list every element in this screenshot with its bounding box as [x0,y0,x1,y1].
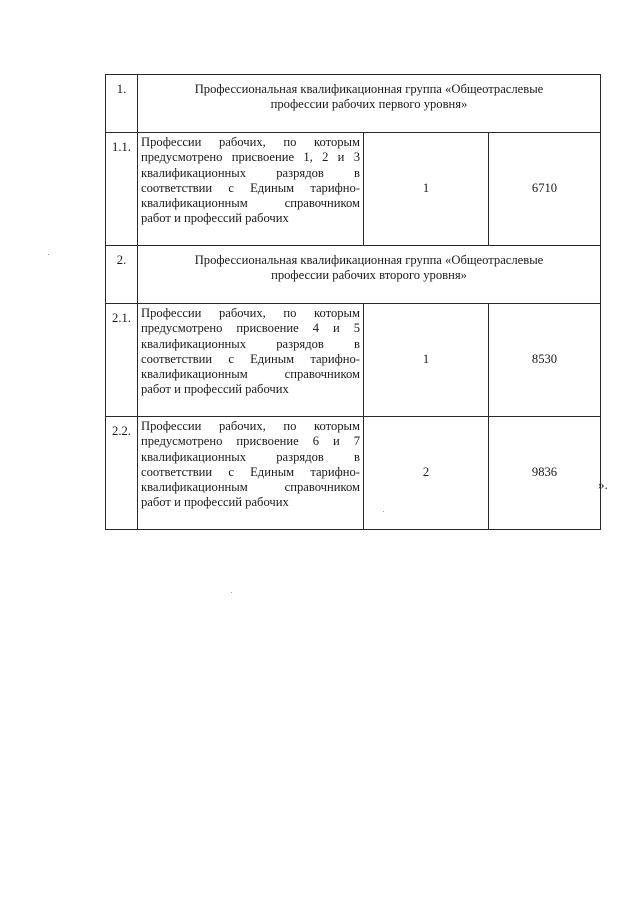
description-line: соответствии с Единым тарифно- [141,351,360,366]
description-line: квалификационных разрядов в [141,449,360,464]
description-line: работ и профессий рабочих [141,211,289,226]
description-line: предусмотрено присвоение 6 и 7 [141,434,360,449]
row-number: 1. [106,75,138,133]
group-title [138,246,601,304]
description-line: Профессии рабочих, по которым [141,135,360,149]
salary-value: 6710 [489,133,601,246]
item-row [106,133,601,246]
description-line: Профессии рабочих, по которым [141,306,360,320]
qualification-level: 1 [364,133,489,246]
closing-quote-mark: ». [598,477,608,492]
description-line: соответствии с Единым тарифно- [141,180,360,195]
description-line: работ и профессий рабочих [141,382,289,397]
scan-speck [383,511,384,512]
description-line: квалификационным справочником [141,196,360,211]
description-line: предусмотрено присвоение 4 и 5 [141,321,360,336]
group-title-line: Профессиональная квалификационная группа «Общеотраслевые [194,253,544,267]
row-number: 2. [106,246,138,304]
description-line: предусмотрено присвоение 1, 2 и 3 [141,150,360,165]
group-row [106,75,601,133]
description-line: работ и профессий рабочих [141,495,289,510]
row-number: 2.2. [106,417,138,530]
description-line: квалификационным справочником [141,367,360,382]
group-title-line: Профессиональная квалификационная группа «Общеотраслевые [194,82,544,96]
scan-speck [48,254,49,255]
row-number: 1.1. [106,133,138,246]
qualification-level: 2 [364,417,489,530]
item-description [138,417,364,530]
description-line: квалификационных разрядов в [141,336,360,351]
item-row [106,304,601,417]
group-title-line: профессии рабочих первого уровня» [270,97,468,112]
salary-table [105,74,601,530]
qualification-level: 1 [364,304,489,417]
item-description [138,133,364,246]
salary-value: 9836 [489,417,601,530]
scan-speck [231,592,232,593]
group-row [106,246,601,304]
salary-value: 8530 [489,304,601,417]
item-description [138,304,364,417]
group-title [138,75,601,133]
description-line: Профессии рабочих, по которым [141,419,360,433]
description-line: соответствии с Единым тарифно- [141,464,360,479]
row-number: 2.1. [106,304,138,417]
description-line: квалификационным справочником [141,480,360,495]
item-row [106,417,601,530]
description-line: квалификационных разрядов в [141,165,360,180]
group-title-line: профессии рабочих второго уровня» [271,268,467,283]
